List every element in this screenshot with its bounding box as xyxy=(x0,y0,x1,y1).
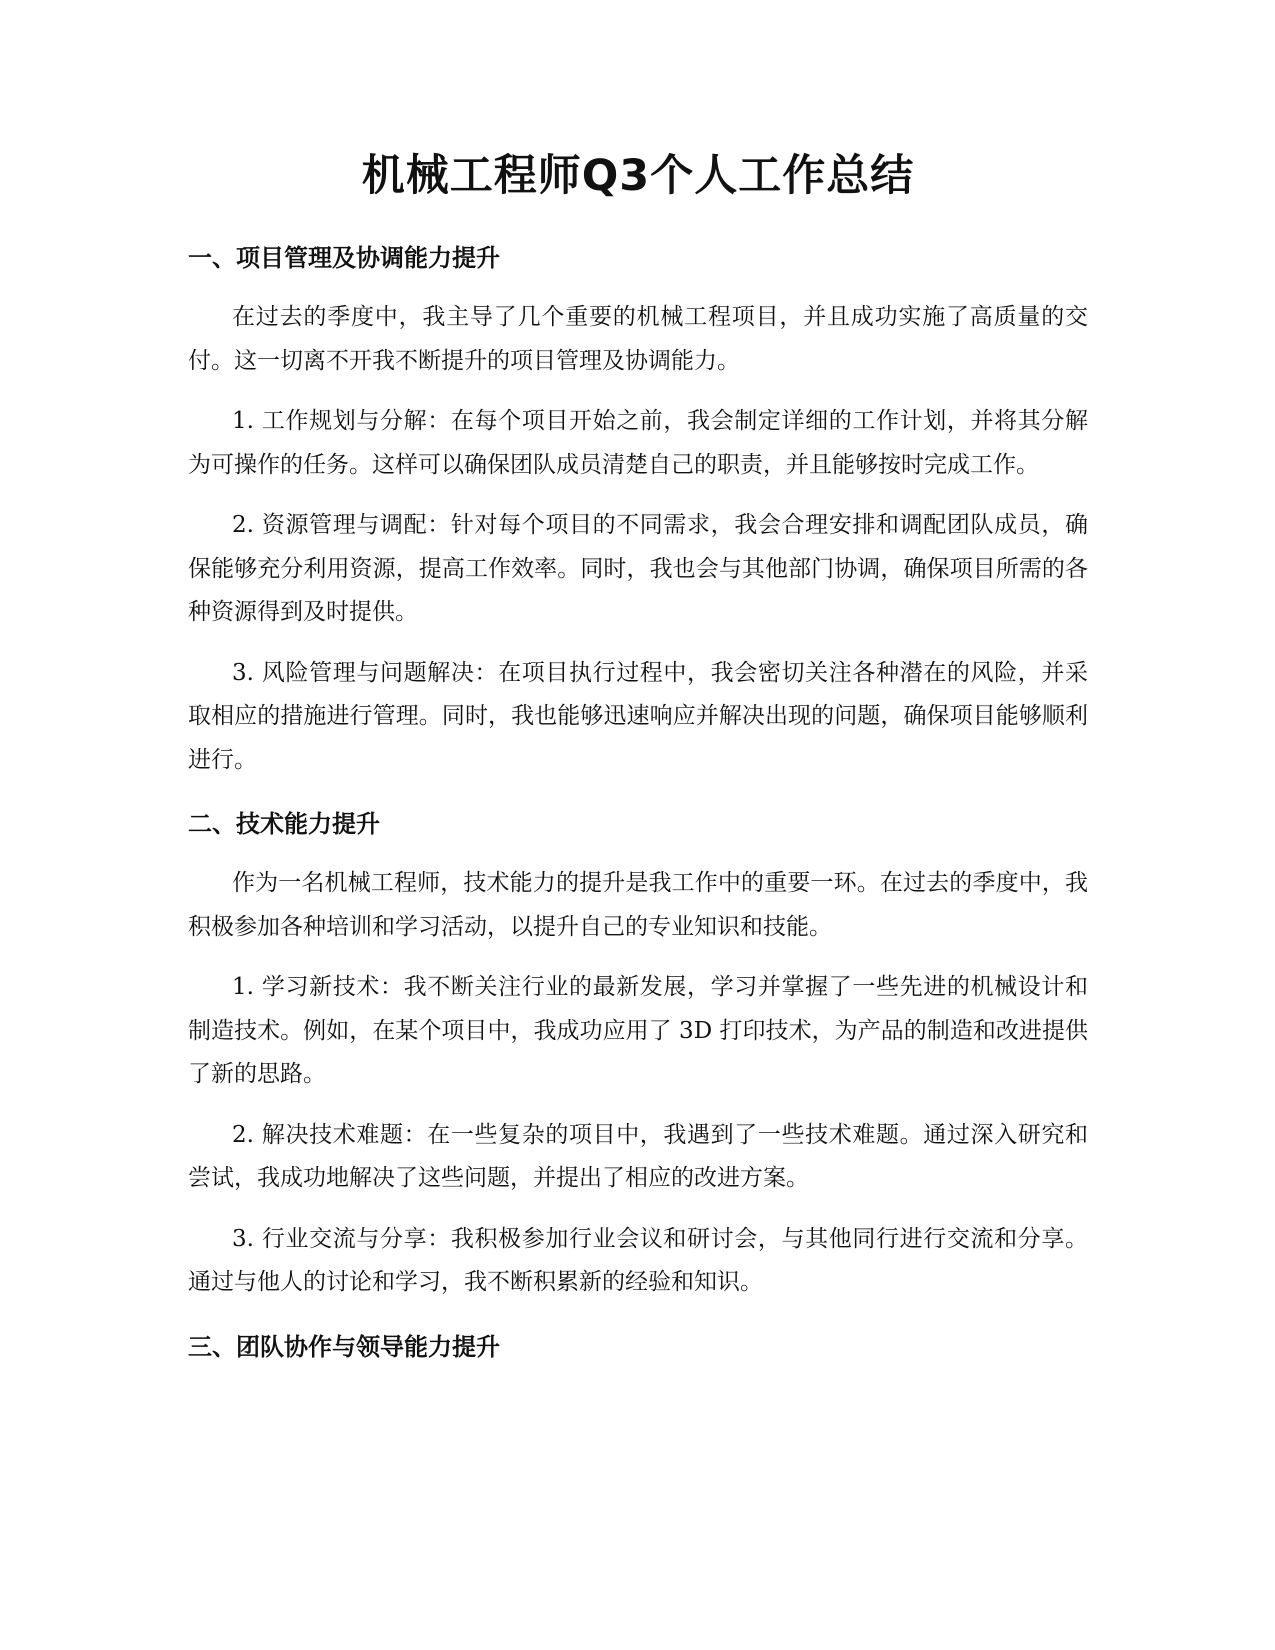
section-project-management xyxy=(188,242,1088,782)
paragraph: 1. 学习新技术：我不断关注行业的最新发展，学习并掌握了一些先进的机械设计和制造技术。例如，在某个项目中，我成功应用了 3D 打印技术，为产品的制造和改进提供了新的思路。 xyxy=(188,974,1088,1087)
paragraph: 2. 解决技术难题：在一些复杂的项目中，我遇到了一些技术难题。通过深入研究和尝试，我成功地解决了这些问题，并提出了相应的改进方案。 xyxy=(188,1121,1088,1191)
paragraph: 2. 资源管理与调配：针对每个项目的不同需求，我会合理安排和调配团队成员，确保能够充分利用资源，提高工作效率。同时，我也会与其他部门协调，确保项目所需的各种资源得到及时提供。 xyxy=(188,512,1088,625)
paragraph: 1. 工作规划与分解：在每个项目开始之前，我会制定详细的工作计划，并将其分解为可操作的任务。这样可以确保团队成员清楚自己的职责，并且能够按时完成工作。 xyxy=(188,408,1088,478)
section-heading: 一、项目管理及协调能力提升 xyxy=(188,244,500,272)
paragraph: 在过去的季度中，我主导了几个重要的机械工程项目，并且成功实施了高质量的交付。这一切离不开我不断提升的项目管理及协调能力。 xyxy=(188,304,1088,374)
section-technical-skills xyxy=(188,808,1088,1305)
section-heading: 二、技术能力提升 xyxy=(188,810,380,838)
section-teamwork-leadership xyxy=(188,1331,1088,1363)
paragraph: 3. 风险管理与问题解决：在项目执行过程中，我会密切关注各种潜在的风险，并采取相应的措施进行管理。同时，我也能够迅速响应并解决出现的问题，确保项目能够顺利进行。 xyxy=(188,659,1088,773)
paragraph: 作为一名机械工程师，技术能力的提升是我工作中的重要一环。在过去的季度中，我积极参加各种培训和学习活动，以提升自己的专业知识和技能。 xyxy=(188,870,1088,940)
section-heading: 三、团队协作与领导能力提升 xyxy=(188,1332,500,1361)
paragraph: 3. 行业交流与分享：我积极参加行业会议和研讨会，与其他同行进行交流和分享。通过与他人的讨论和学习，我不断积累新的经验和知识。 xyxy=(188,1225,1088,1295)
document-body xyxy=(188,148,1088,1385)
document-title: 机械工程师Q3个人工作总结 xyxy=(361,151,915,201)
